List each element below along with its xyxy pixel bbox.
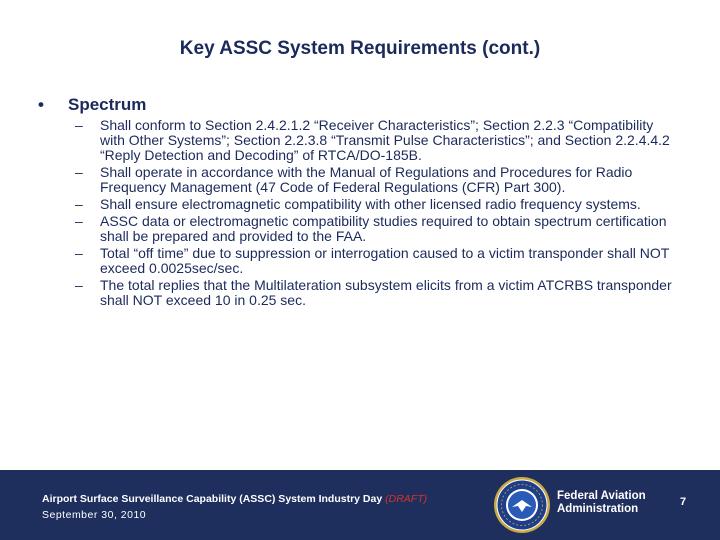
footer-event-text: Airport Surface Surveillance Capability (ASSC) System Industry Day xyxy=(42,493,383,505)
dash-marker: – xyxy=(75,196,83,212)
agency-name xyxy=(557,490,646,516)
list-item xyxy=(75,246,675,276)
list-item xyxy=(75,165,675,195)
section-heading xyxy=(38,95,146,115)
dash-marker: – xyxy=(75,277,83,293)
agency-line-2: Administration xyxy=(557,503,639,515)
dash-marker: – xyxy=(75,164,83,180)
list-item-text: The total replies that the Multilateration subsystem elicits from a victim ATCRBS transponder shall NOT exceed 10 in 0.25 sec. xyxy=(100,277,672,308)
list-item xyxy=(75,278,675,308)
requirements-list xyxy=(75,118,675,310)
list-item xyxy=(75,214,675,244)
section-heading-text: Spectrum xyxy=(68,95,147,114)
dash-marker: – xyxy=(75,117,83,133)
list-item xyxy=(75,197,675,212)
dash-marker: – xyxy=(75,245,83,261)
list-item-text: Shall operate in accordance with the Manual of Regulations and Procedures for Radio Frequency Management (47 Code of Federal Regulations (CFR) Part 300). xyxy=(100,164,633,195)
agency-line-1: Federal Aviation xyxy=(557,490,646,502)
list-item-text: ASSC data or electromagnetic compatibility studies required to obtain spectrum certification shall be prepared and provided to the FAA. xyxy=(100,213,667,244)
bullet-marker: • xyxy=(38,95,44,114)
footer-date: September 30, 2010 xyxy=(42,509,147,521)
footer-bar xyxy=(0,470,720,540)
list-item-text: Shall ensure electromagnetic compatibility with other licensed radio frequency systems. xyxy=(100,196,641,212)
draft-label: (DRAFT) xyxy=(385,493,428,505)
list-item-text: Total “off time” due to suppression or interrogation caused to a victim transponder shall NOT exceed 0.0025sec/sec. xyxy=(100,245,670,276)
footer-event xyxy=(42,493,427,505)
list-item xyxy=(75,118,675,163)
dash-marker: – xyxy=(75,213,83,229)
page-number: 7 xyxy=(680,496,687,508)
faa-seal-icon xyxy=(493,476,551,534)
list-item-text: Shall conform to Section 2.4.2.1.2 “Receiver Characteristics”; Section 2.2.3 “Compatibility with Other Systems”; Section 2.2.3.8 “Transmit Pulse Characteristics”; and Section 2.2.4.4.2 “Reply Detection and Decoding” of RTCA/DO-185B. xyxy=(100,117,670,163)
slide-title: Key ASSC System Requirements (cont.) xyxy=(179,38,541,59)
